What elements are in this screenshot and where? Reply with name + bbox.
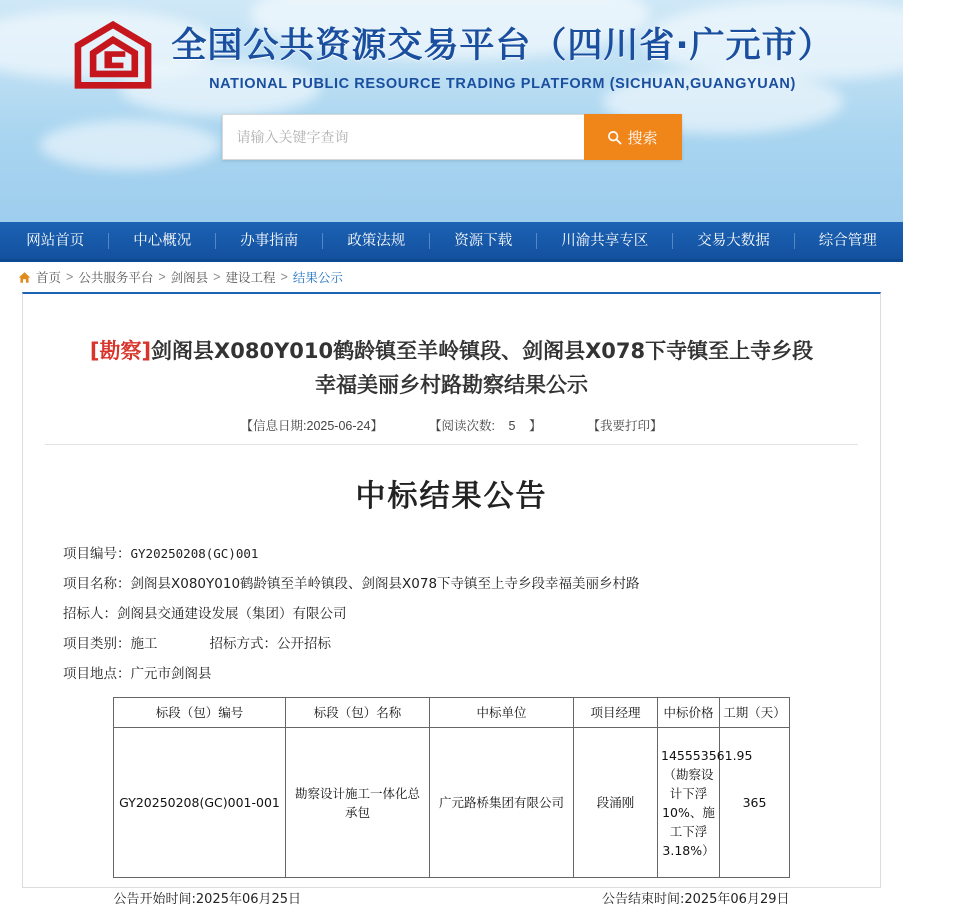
field-project-location-label: 项目地点： [63,666,131,683]
publish-date: 【信息日期:2025-06-24】 [240,419,383,434]
site-title-cn: 全国公共资源交易平台（四川省·广元市） [171,26,834,66]
search-input[interactable] [222,114,584,160]
field-project-category-value: 施工 [130,636,158,653]
article-card [22,292,881,907]
breadcrumb-separator: > [280,270,288,284]
breadcrumb-item-results: 结果公示 [292,271,343,285]
page-title-text: 剑阁县X080Y010鹤龄镇至羊岭镇段、剑阁县X078下寺镇至上寺乡段幸福美丽乡村路勘察结果公示 [151,339,814,398]
nav-item-downloads[interactable]: 资源下载 [430,233,537,249]
field-row-category-method [45,629,858,659]
cell-bid-name: 勘察设计施工一体化总承包 [286,728,430,878]
view-count-value: 5 [508,419,516,434]
table-header-manager: 项目经理 [574,698,658,728]
cell-manager: 段涌刚 [574,728,658,878]
page-banner [0,0,903,222]
field-bidding-method [210,629,332,659]
field-tenderer-label: 招标人： [63,606,117,623]
cell-price: 145553561.95（勘察设计下浮10%、施工下浮3.18%） [658,728,720,878]
announcement-dates [114,888,790,907]
view-count-close: 】 [528,419,542,434]
platform-logo-icon [69,19,157,91]
table-header-duration: 工期（天） [720,698,790,728]
print-button[interactable]: 【我要打印】 [587,419,663,434]
nav-item-bigdata[interactable]: 交易大数据 [673,233,795,249]
field-tenderer-value: 剑阁县交通建设发展（集团）有限公司 [117,606,347,623]
field-tenderer [45,599,858,629]
table-header-bid-no: 标段（包）编号 [114,698,286,728]
field-project-location-value: 广元市剑阁县 [130,666,212,683]
field-project-name-value: 剑阁县X080Y010鹤龄镇至羊岭镇段、剑阁县X078下寺镇至上寺乡段幸福美丽乡村路 [130,576,640,593]
search-icon [607,130,622,145]
cell-winner: 广元路桥集团有限公司 [430,728,574,878]
search-button-label: 搜索 [627,128,658,147]
table-row [114,728,790,878]
breadcrumb-separator: > [158,270,166,284]
table-header-bid-name: 标段（包）名称 [286,698,430,728]
nav-item-overview[interactable]: 中心概况 [109,233,216,249]
search-bar [222,114,682,160]
announcement-end-time: 公告结束时间:2025年06月29日 [601,892,790,907]
cell-duration: 365 [720,728,790,878]
breadcrumb-item-home[interactable]: 首页 [36,271,62,285]
field-project-location [45,659,858,689]
nav-item-shared-zone[interactable]: 川渝共享专区 [537,233,673,249]
view-count-group [429,416,542,434]
nav-item-policy[interactable]: 政策法规 [323,233,430,249]
field-bidding-method-value: 公开招标 [277,636,331,653]
page-title [45,330,858,402]
field-project-category-label: 项目类别： [63,636,131,653]
field-project-number-value: GY20250208(GC)001 [130,546,259,562]
table-header-winner: 中标单位 [430,698,574,728]
search-button[interactable] [584,114,682,160]
nav-item-guide[interactable]: 办事指南 [216,233,323,249]
home-icon [18,271,31,284]
field-bidding-method-label: 招标方式： [209,636,277,653]
breadcrumb-separator: > [66,270,74,284]
site-title-en: NATIONAL PUBLIC RESOURCE TRADING PLATFORM (SICHUAN,GUANGYUAN) [209,76,796,92]
main-navigation [0,222,903,262]
breadcrumb [0,262,903,292]
breadcrumb-item-public-service[interactable]: 公共服务平台 [78,271,154,285]
cloud-decoration [40,120,220,170]
view-count-label: 【阅读次数: [428,419,495,434]
field-project-number-label: 项目编号： [63,546,131,563]
announcement-title: 中标结果公告 [355,479,548,515]
field-project-category [63,629,158,659]
nav-item-management[interactable]: 综合管理 [818,232,877,249]
cell-bid-no: GY20250208(GC)001-001 [114,728,286,878]
field-project-name [45,569,858,599]
nav-item-home[interactable]: 网站首页 [2,233,109,249]
page-title-tag: [勘察] [89,339,152,364]
breadcrumb-item-construction[interactable]: 建设工程 [225,271,276,285]
bid-result-table [113,697,790,878]
announcement-start-time: 公告开始时间:2025年06月25日 [113,892,302,907]
breadcrumb-separator: > [213,270,221,284]
article-meta [45,416,858,445]
table-header-row [114,698,790,728]
table-header-price: 中标价格 [658,698,720,728]
field-project-number [45,539,858,569]
field-project-name-label: 项目名称： [63,576,131,593]
breadcrumb-item-jiange[interactable]: 剑阁县 [170,271,209,285]
